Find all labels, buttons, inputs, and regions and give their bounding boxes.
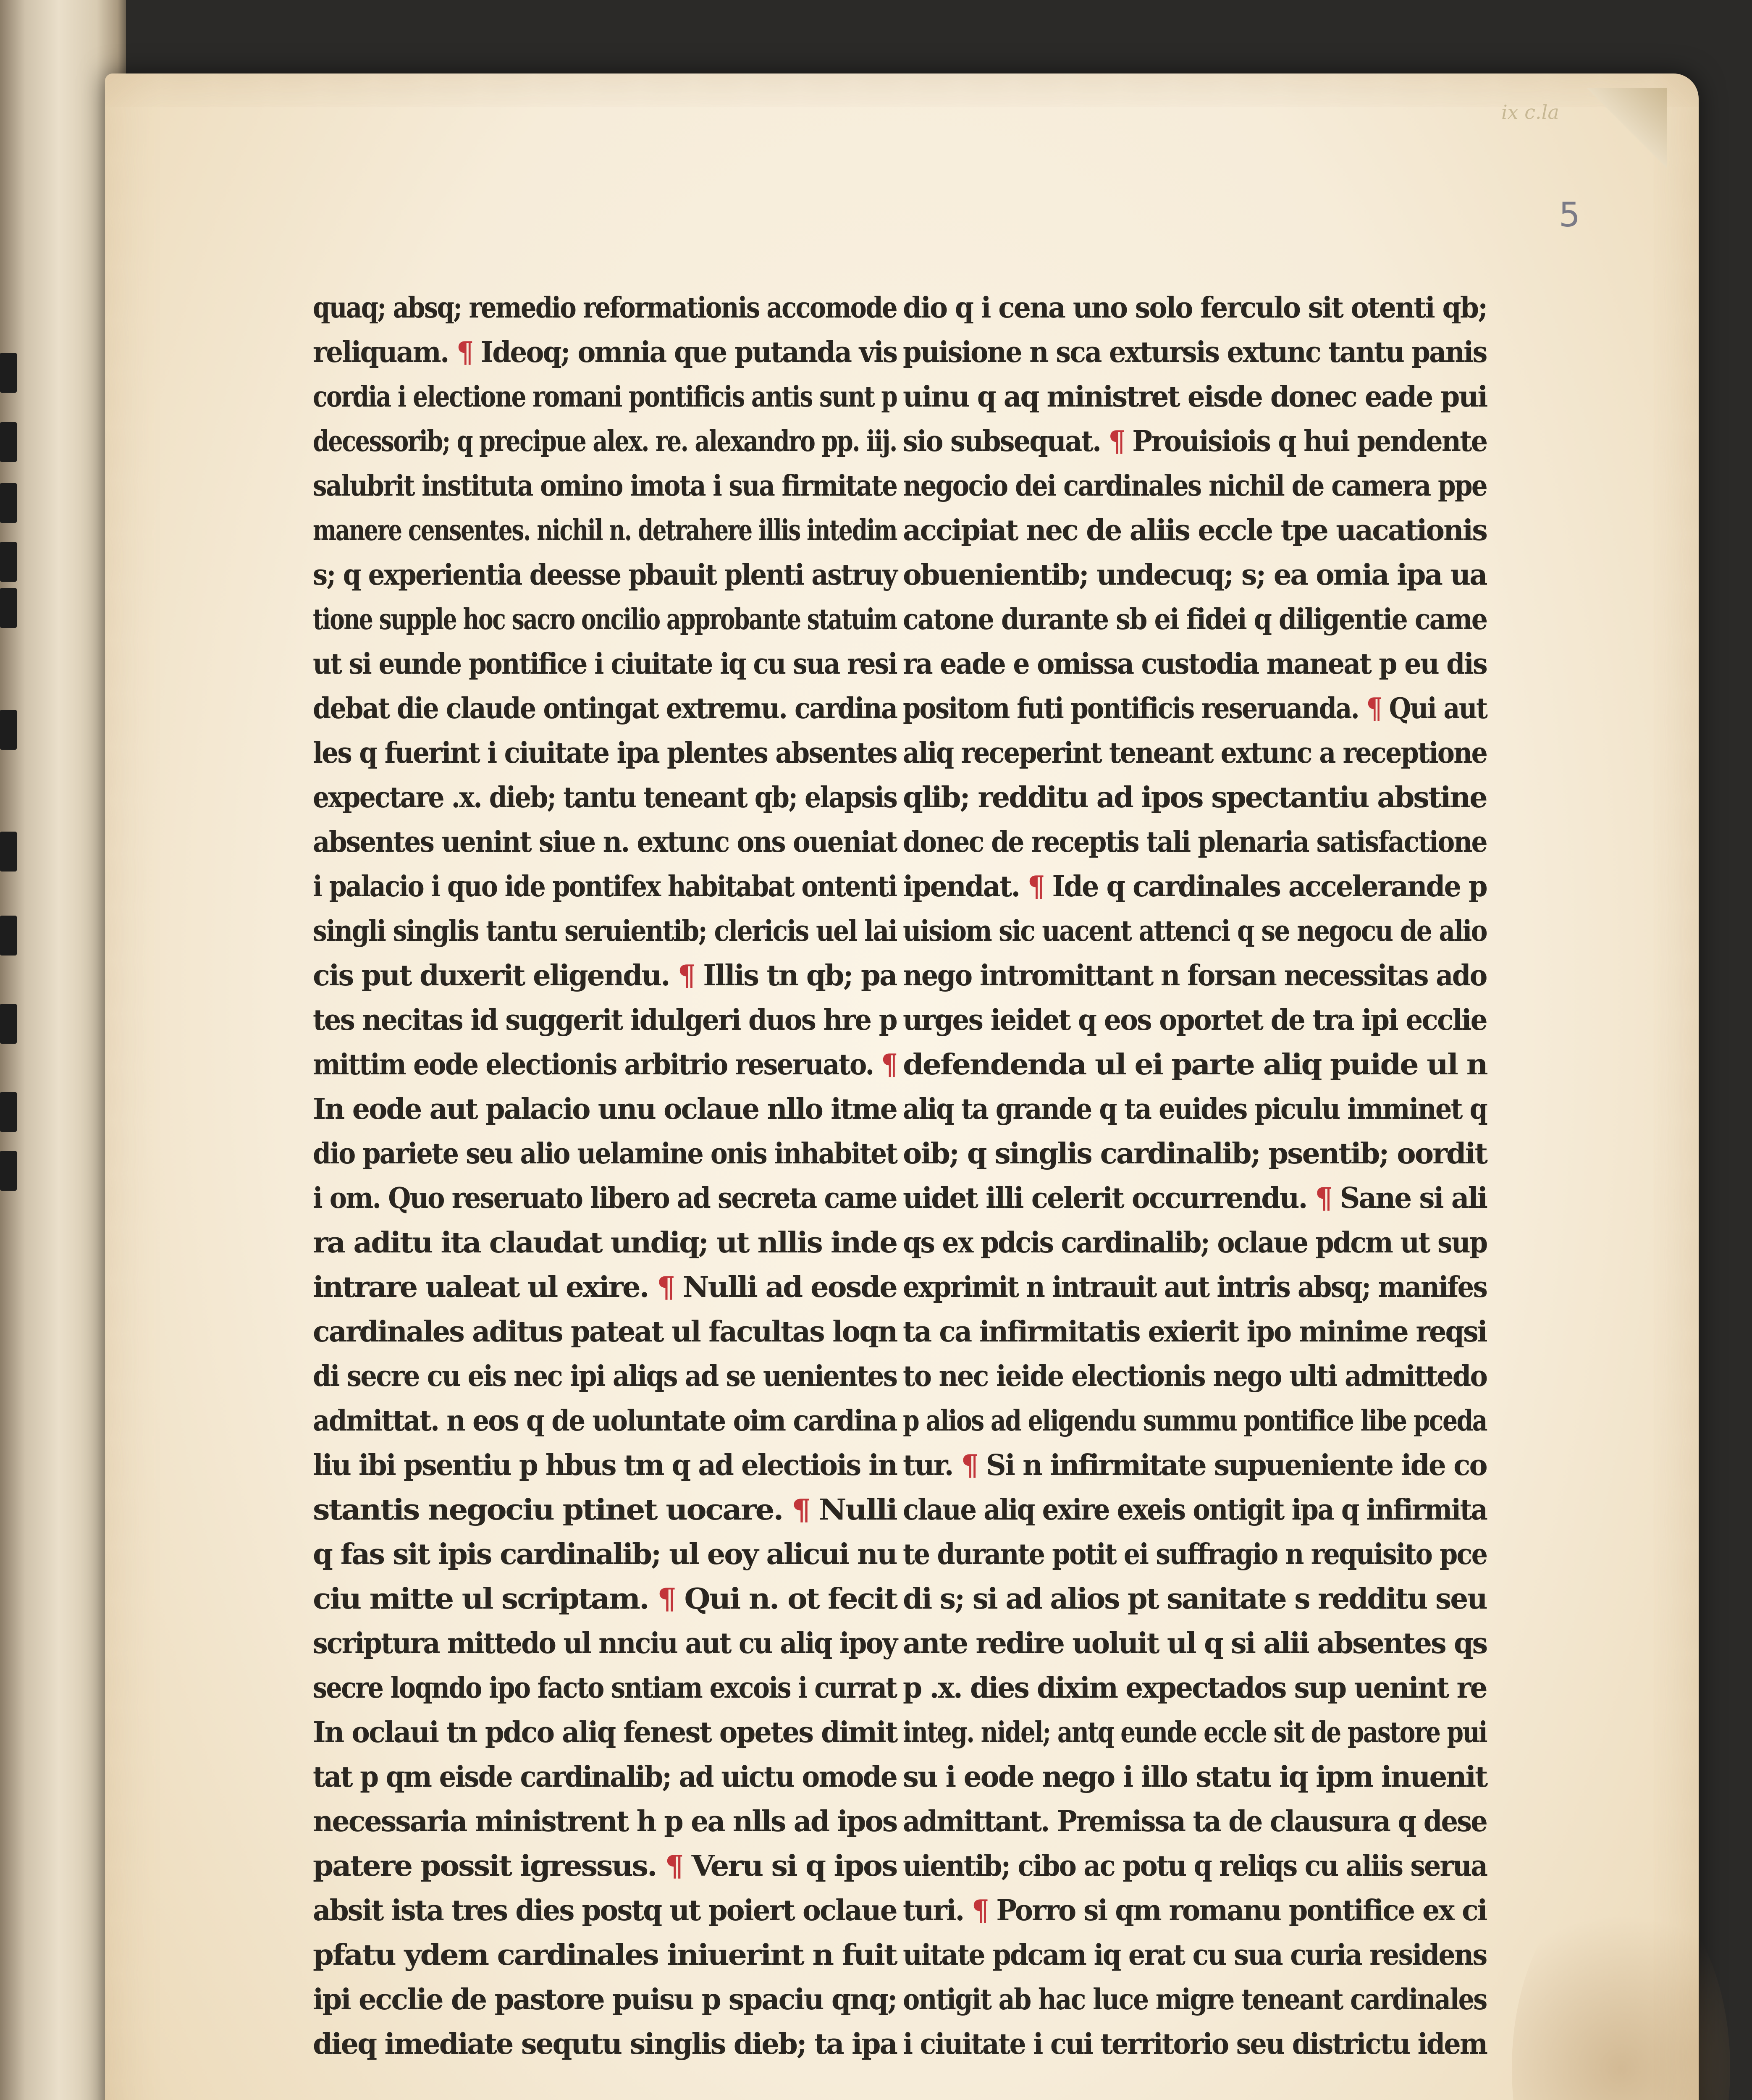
page-tab [0,588,17,628]
manuscript-line: claue aliq exire exeis ontigit ipa q infirmita [903,1493,1487,1527]
page-tab [0,832,17,872]
rubric-paragraph-mark: ¶ [961,1449,978,1482]
rubric-paragraph-mark: ¶ [1366,692,1382,725]
rubric-paragraph-mark: ¶ [456,336,473,369]
manuscript-line: ipi ecclie de pastore puisu p spaciu qnq; [313,1983,897,2016]
manuscript-line: sio subsequat. ¶ Prouisiois q hui pendente [903,425,1487,458]
manuscript-line: tat p qm eisde cardinalib; ad uictu omode [313,1760,897,1794]
manuscript-line: ipendat. ¶ Ide q cardinales accelerande p [903,870,1487,903]
manuscript-line: su i eode nego i illo statu iq ipm inuenit [903,1760,1487,1794]
manuscript-line: nego intromittant n forsan necessitas ado [903,959,1487,992]
manuscript-line: i om. Quo reseruato libero ad secreta came [313,1181,897,1215]
manuscript-line: to nec ieide electionis nego ulti admittedo [903,1360,1487,1393]
manuscript-line: dio q i cena uno solo ferculo sit otenti qb; [903,291,1487,325]
manuscript-line: decessorib; q precipue alex. re. alexandro pp. iij. [313,425,897,458]
folio-number: 5 [1559,195,1580,234]
manuscript-line: tione supple hoc sacro oncilio approbante statuim [313,603,897,636]
manuscript-line: In oclaui tn pdco aliq fenest opetes dimit [313,1716,897,1749]
rubric-paragraph-mark: ¶ [657,1270,674,1304]
page-tab [0,353,17,393]
manuscript-line: accipiat nec de aliis eccle tpe uacationis [903,514,1487,547]
rubric-paragraph-mark: ¶ [678,959,695,992]
manuscript-line: stantis negociu ptinet uocare. ¶ Nulli [313,1493,897,1527]
manuscript-line: catone durante sb ei fidei q diligentie came [903,603,1487,636]
rubric-paragraph-mark: ¶ [665,1849,683,1883]
manuscript-line: expectare .x. dieb; tantu teneant qb; elapsis [313,781,897,814]
manuscript-line: cordia i electione romani pontificis antis sunt p [313,380,897,414]
page-tab [0,542,17,582]
manuscript-line: defendenda ul ei parte aliq puide ul n [903,1048,1487,1082]
rubric-paragraph-mark: ¶ [1108,425,1125,458]
manuscript-line: aliq receperint teneant extunc a receptione [903,736,1487,770]
page-tab [0,422,17,462]
manuscript-line: di secre cu eis nec ipi aliqs ad se uenientes [313,1360,897,1393]
manuscript-line: ciu mitte ul scriptam. ¶ Qui n. ot fecit [313,1582,897,1616]
manuscript-line: di s; si ad alios pt sanitate s redditu seu [903,1582,1487,1616]
corner-annotation: ix c.la [1501,101,1559,123]
manuscript-line: negocio dei cardinales nichil de camera ppe [903,469,1487,503]
manuscript-line: ta ca infirmitatis exierit ipo minime reqsi [903,1315,1487,1349]
manuscript-line: patere possit igressus. ¶ Veru si q ipos [313,1849,897,1883]
manuscript-line: absit ista tres dies postq ut poiert oclaue [313,1894,897,1927]
manuscript-line: tur. ¶ Si n infirmitate supueniente ide co [903,1449,1487,1482]
manuscript-line: admittant. Premissa ta de clausura q dese [903,1805,1487,1838]
manuscript-line: donec de receptis tali plenaria satisfactione [903,825,1487,859]
page-tab [0,1151,17,1191]
manuscript-line: ra aditu ita claudat undiq; ut nllis inde [313,1226,897,1260]
manuscript-line: uidet illi celerit occurrendu. ¶ Sane si ali [903,1181,1487,1215]
manuscript-line: tes necitas id suggerit idulgeri duos hre p [313,1003,897,1037]
manuscript-line: quaq; absq; remedio reformationis accomode [313,291,897,325]
manuscript-line: uientib; cibo ac potu q reliqs cu aliis serua [903,1849,1487,1883]
manuscript-line: q fas sit ipis cardinalib; ul eoy alicui nu [313,1538,897,1571]
manuscript-line: obuenientib; undecuq; s; ea omia ipa ua [903,558,1487,592]
manuscript-line: urges ieidet q eos oportet de tra ipi ecclie [903,1003,1487,1037]
page-tab [0,1004,17,1044]
manuscript-line: intrare ualeat ul exire. ¶ Nulli ad eosde [313,1270,897,1304]
manuscript-line: necessaria ministrent h p ea nlls ad ipos [313,1805,897,1838]
folded-corner [1583,88,1667,181]
rubric-paragraph-mark: ¶ [1028,870,1044,903]
manuscript-line: admittat. n eos q de uoluntate oim cardina [313,1404,897,1438]
page-tab [0,1092,17,1132]
manuscript-line: ut si eunde pontifice i ciuitate iq cu sua resi [313,647,897,681]
manuscript-line: scriptura mittedo ul nnciu aut cu aliq ipoy [313,1627,897,1660]
manuscript-line: secre loqndo ipo facto sntiam excois i currat [313,1671,897,1705]
manuscript-line: ontigit ab hac luce migre teneant cardinales [903,1983,1487,2016]
manuscript-line: debat die claude ontingat extremu. cardina [313,692,897,725]
manuscript-line: reliquam. ¶ Ideoq; omnia que putanda vis [313,336,897,369]
manuscript-line: integ. nidel; antq eunde eccle sit de pastore pui [903,1716,1487,1749]
manuscript-line: manere censentes. nichil n. detrahere illis intedim [313,514,897,547]
manuscript-line: qs ex pdcis cardinalib; oclaue pdcm ut sup [903,1226,1487,1260]
page-tab [0,916,17,956]
manuscript-line: les q fuerint i ciuitate ipa plentes absentes [313,736,897,770]
manuscript-line: qlib; redditu ad ipos spectantiu abstine [903,781,1487,814]
manuscript-line: p .x. dies dixim expectados sup uenint re [903,1671,1487,1705]
manuscript-line: liu ibi psentiu p hbus tm q ad electiois in [313,1449,897,1482]
manuscript-line: cardinales aditus pateat ul facultas loqn [313,1315,897,1349]
manuscript-line: positom futi pontificis reseruanda. ¶ Qui aut [903,692,1487,725]
manuscript-line: In eode aut palacio unu oclaue nllo itme [313,1092,897,1126]
rubric-paragraph-mark: ¶ [657,1582,675,1616]
manuscript-line: oib; q singlis cardinalib; psentib; oordit [903,1137,1487,1171]
manuscript-line: dio pariete seu alio uelamine onis inhabitet [313,1137,897,1171]
manuscript-line: dieq imediate sequtu singlis dieb; ta ipa [313,2027,897,2061]
page-tab [0,710,17,750]
rubric-paragraph-mark: ¶ [881,1048,897,1082]
manuscript-line: exprimit n intrauit aut intris absq; manifes [903,1270,1487,1304]
manuscript-line: absentes uenint siue n. extunc ons oueniat [313,825,897,859]
manuscript-line: uinu q aq ministret eisde donec eade pui [903,380,1487,414]
manuscript-line: puisione n sca extursis extunc tantu panis [903,336,1487,369]
manuscript-line: aliq ta grande q ta euides piculu imminet q [903,1092,1487,1126]
manuscript-line: uitate pdcam iq erat cu sua curia residens [903,1938,1487,1972]
manuscript-line: ante redire uoluit ul q si alii absentes qs [903,1627,1487,1660]
manuscript-line: mittim eode electionis arbitrio reseruato. ¶ [313,1048,897,1082]
rubric-paragraph-mark: ¶ [972,1894,988,1927]
manuscript-line: i palacio i quo ide pontifex habitabat ontenti [313,870,897,903]
manuscript-line: p alios ad eligendu summu pontifice libe pceda [903,1404,1487,1438]
manuscript-line: singli singlis tantu seruientib; clericis uel lai [313,914,897,948]
age-stain [1512,1880,1730,2100]
manuscript-line: turi. ¶ Porro si qm romanu pontifice ex ci [903,1894,1487,1927]
manuscript-line: i ciuitate i cui territorio seu districtu idem [903,2027,1487,2061]
page-tab [0,483,17,523]
text-column-right [903,286,1487,2061]
manuscript-line: uisiom sic uacent attenci q se negocu de alio [903,914,1487,948]
manuscript-line: cis put duxerit eligendu. ¶ Illis tn qb; pa [313,959,897,992]
manuscript-line: s; q experientia deesse pbauit plenti astruy [313,558,897,592]
manuscript-line: ra eade e omissa custodia maneat p eu dis [903,647,1487,681]
manuscript-line: salubrit instituta omino imota i sua firmitate [313,469,897,503]
manuscript-line: te durante potit ei suffragio n requisito pce [903,1538,1487,1571]
manuscript-line: pfatu ydem cardinales iniuerint n fuit [313,1938,897,1972]
rubric-paragraph-mark: ¶ [792,1493,810,1527]
text-column-left [313,286,897,2061]
rubric-paragraph-mark: ¶ [1315,1181,1332,1215]
